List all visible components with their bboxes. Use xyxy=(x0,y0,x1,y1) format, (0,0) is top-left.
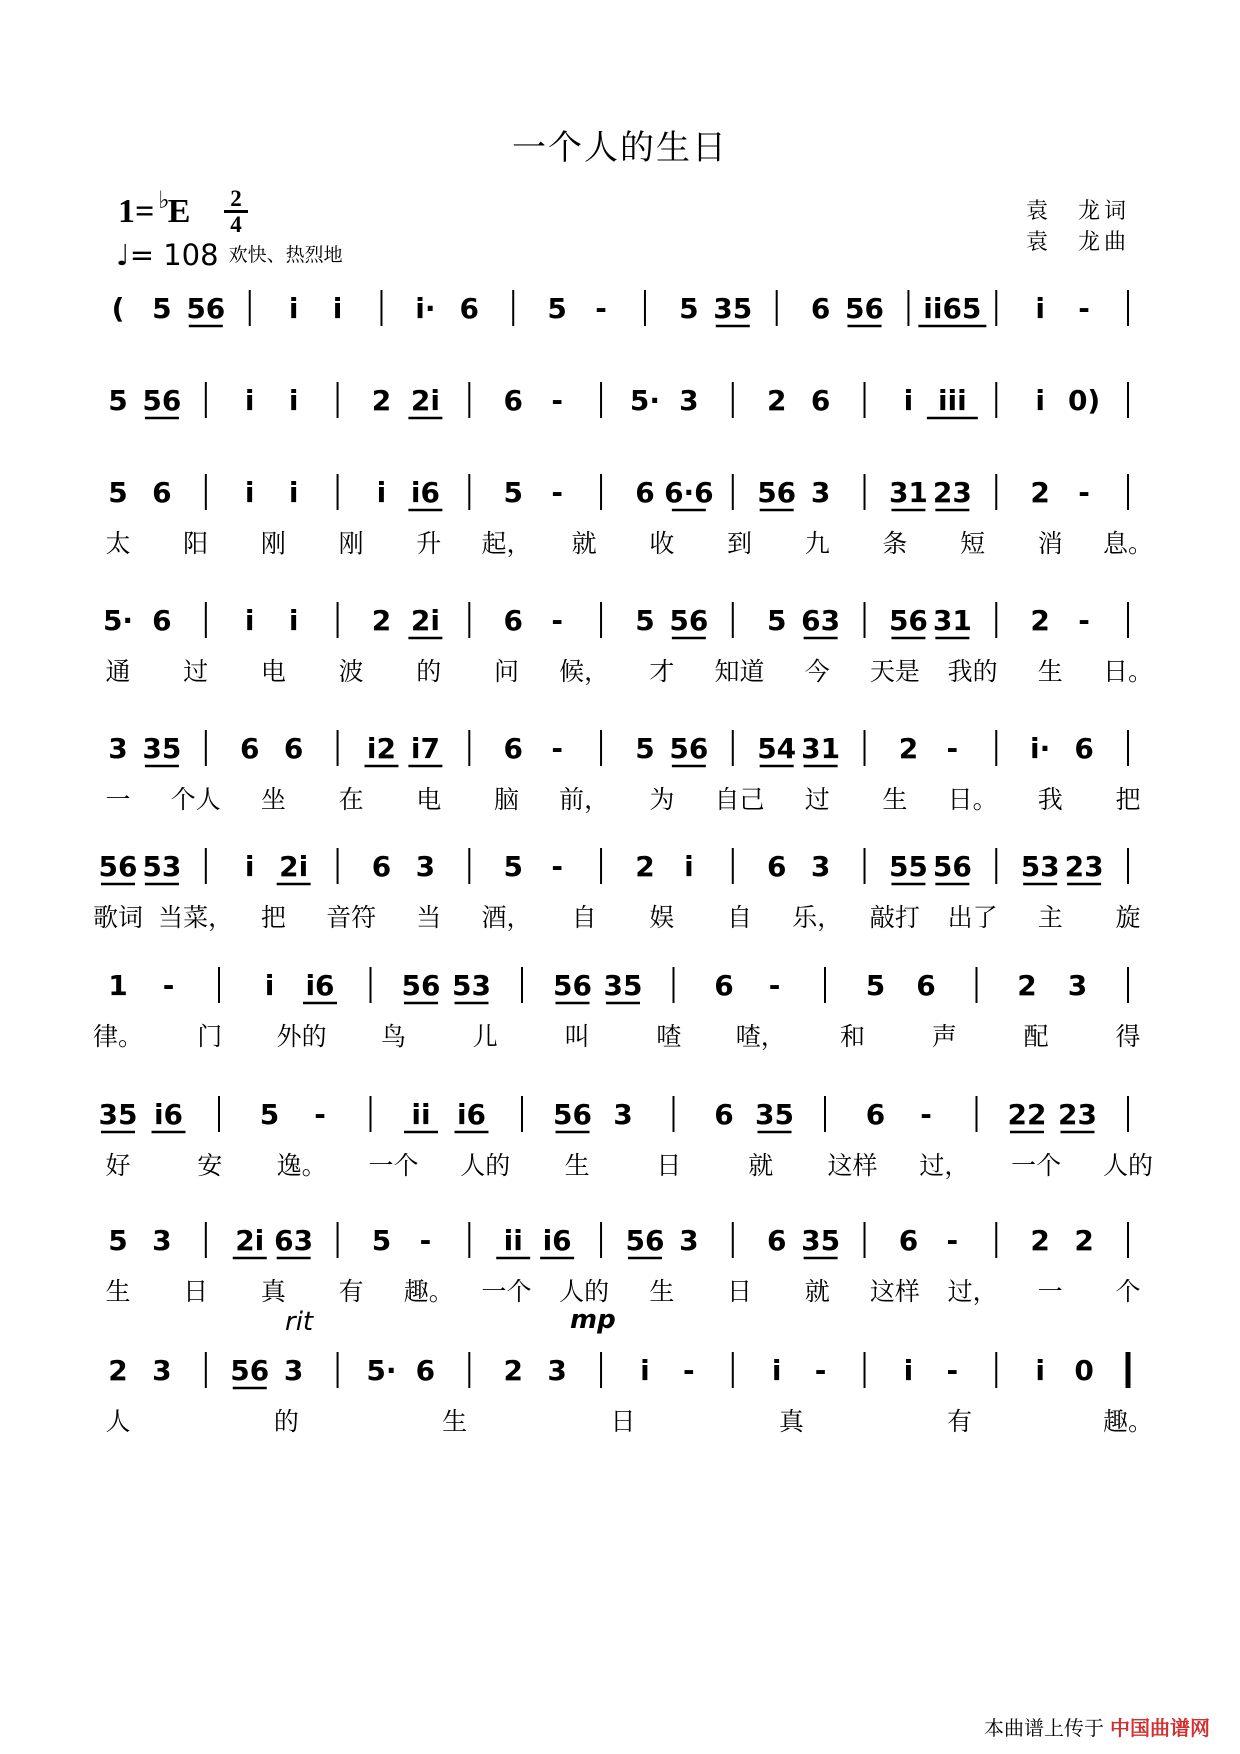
note: 6 xyxy=(503,732,523,765)
note: i xyxy=(244,476,255,509)
note: 3 xyxy=(152,1224,172,1257)
lyric-syllable: 过 xyxy=(804,785,830,814)
lyric-syllable: 日 xyxy=(610,1407,636,1436)
note: 0) xyxy=(1067,384,1101,417)
lyric-syllable: 日 xyxy=(183,1277,209,1306)
lyric-syllable: 一个 xyxy=(368,1151,419,1180)
lyric-syllable: 一 xyxy=(105,785,131,814)
lyric-syllable: 得 xyxy=(1115,1022,1141,1051)
lyric-syllable: 天是 xyxy=(869,657,920,686)
note: 6 xyxy=(714,969,734,1002)
note: 6 xyxy=(239,732,260,765)
note: 55 xyxy=(888,850,928,883)
note: 23 xyxy=(1064,850,1104,883)
lyric-syllable: 真 xyxy=(778,1407,804,1436)
lyric-syllable: 生 xyxy=(649,1277,675,1306)
note: 56 xyxy=(888,604,928,637)
note: 56 xyxy=(186,292,226,325)
note: 22 xyxy=(1007,1098,1047,1131)
lyric-syllable: 通 xyxy=(105,657,131,686)
note: 3 xyxy=(613,1098,633,1131)
note: i xyxy=(684,850,694,883)
note: - xyxy=(920,1098,932,1131)
lyric-syllable: 趣。 xyxy=(403,1277,454,1306)
note: i xyxy=(1035,384,1045,417)
note: 5 xyxy=(108,1224,128,1257)
note: 56 xyxy=(142,384,182,417)
flat-icon: ♭ xyxy=(158,188,170,214)
note: 2 xyxy=(766,384,787,417)
note: 56 xyxy=(553,969,592,1002)
mood-marking: 欢快、热烈地 xyxy=(228,244,343,266)
note: i· xyxy=(1030,732,1051,765)
lyric-syllable: 九 xyxy=(804,529,830,558)
lyric-syllable: 外的 xyxy=(276,1022,327,1051)
lyric-syllable: 到 xyxy=(727,529,753,558)
lyric-syllable: 问 xyxy=(493,657,519,686)
note: 56 xyxy=(401,969,441,1002)
note: 5· xyxy=(102,604,134,637)
lyric-syllable: 太 xyxy=(105,529,131,558)
note: 5 xyxy=(635,732,655,765)
lyric-syllable: 就 xyxy=(748,1151,774,1180)
lyric-syllable: 短 xyxy=(960,529,986,558)
lyric-syllable: 自己 xyxy=(714,785,765,814)
lyric-syllable: 日 xyxy=(727,1277,753,1306)
note: 23 xyxy=(1058,1098,1097,1131)
note: i xyxy=(903,384,914,417)
lyric-syllable: 我 xyxy=(1037,785,1063,814)
note: - xyxy=(1078,476,1090,509)
note: i xyxy=(244,604,255,637)
lyric-syllable: 律。 xyxy=(92,1022,144,1051)
lyric-syllable: 知道 xyxy=(714,657,765,686)
note: 6 xyxy=(1074,732,1094,765)
note: 6 xyxy=(714,1098,734,1131)
note: 2i xyxy=(235,1224,265,1257)
lyric-syllable: 收 xyxy=(649,529,675,558)
note: 3 xyxy=(810,476,831,509)
lyric-syllable: 有 xyxy=(947,1407,973,1436)
note: 56 xyxy=(98,850,138,883)
note: 6 xyxy=(810,384,831,417)
note: i6 xyxy=(456,1098,487,1131)
note: - xyxy=(814,1354,827,1387)
lyric-syllable: 自 xyxy=(571,903,597,932)
note: 63 xyxy=(274,1224,314,1257)
note: 5 xyxy=(259,1098,280,1131)
lyric-syllable: 就 xyxy=(804,1277,830,1306)
note: 3 xyxy=(679,1224,699,1257)
note: - xyxy=(419,1224,432,1257)
lyric-syllable: 歌词 xyxy=(92,903,144,932)
note: 5 xyxy=(503,476,523,509)
note: 5· xyxy=(629,384,661,417)
lyric-syllable: 逸。 xyxy=(276,1151,327,1180)
note: 53 xyxy=(142,850,182,883)
tempo-marking: ♩= 108 欢快、热烈地 xyxy=(116,238,343,272)
time-signature: 2 4 xyxy=(224,188,248,235)
note: 6 xyxy=(503,604,523,637)
note: i xyxy=(244,850,255,883)
site-logo: 中国曲谱网 xyxy=(1110,1716,1210,1740)
note: 2i xyxy=(279,850,309,883)
lyric-syllable: 配 xyxy=(1023,1022,1049,1051)
lyric-syllable: 才 xyxy=(649,657,675,686)
lyric-syllable: 儿 xyxy=(472,1022,498,1051)
note: - xyxy=(683,1354,695,1387)
note: 6 xyxy=(766,850,787,883)
lyric-syllable: 过， xyxy=(919,1151,970,1180)
note: 2 xyxy=(1074,1224,1094,1257)
lyric-syllable: 候， xyxy=(559,657,610,686)
lyric-syllable: 趣。 xyxy=(1102,1407,1154,1436)
lyric-syllable: 的 xyxy=(416,657,442,686)
lyric-syllable: 消 xyxy=(1037,529,1063,558)
lyric-syllable: 前， xyxy=(559,785,610,814)
lyric-syllable: 阳 xyxy=(183,529,209,558)
note: 56 xyxy=(845,292,885,325)
note: - xyxy=(946,732,959,765)
note: 54 xyxy=(757,732,797,765)
note: i6 xyxy=(153,1098,184,1131)
note: - xyxy=(595,292,607,325)
note: i xyxy=(244,384,255,417)
lyric-syllable: 和 xyxy=(840,1022,866,1051)
note: 56 xyxy=(625,1224,665,1257)
lyric-syllable: 真 xyxy=(260,1277,286,1306)
note: 2 xyxy=(898,732,919,765)
note: i xyxy=(288,292,299,325)
note: 6 xyxy=(459,292,480,325)
note: i2 xyxy=(366,732,397,765)
lyric-syllable: 安 xyxy=(197,1151,223,1180)
lyric-syllable: 门 xyxy=(197,1022,223,1051)
note: 5 xyxy=(108,384,128,417)
note: 56 xyxy=(230,1354,270,1387)
lyric-syllable: 旋 xyxy=(1115,903,1141,932)
note: 6 xyxy=(810,292,831,325)
note: 56 xyxy=(669,732,709,765)
lyric-syllable: 我的 xyxy=(947,657,998,686)
note: ii65 xyxy=(923,292,982,325)
lyric-syllable: 主 xyxy=(1037,903,1063,932)
note: 2 xyxy=(503,1354,523,1387)
lyric-syllable: 当 xyxy=(416,903,442,932)
note: 31 xyxy=(888,476,928,509)
note: i xyxy=(903,1354,914,1387)
page-title: 一个人的生日 xyxy=(512,128,728,168)
note: i6 xyxy=(410,476,440,509)
note: 5 xyxy=(635,604,655,637)
lyricist-credit: 袁 龙词 xyxy=(1025,199,1130,224)
lyric-syllable: 今 xyxy=(804,657,830,686)
lyric-syllable: 一个 xyxy=(1011,1151,1062,1180)
lyric-syllable: 一个 xyxy=(481,1277,532,1306)
lyric-syllable: 酒， xyxy=(481,903,532,932)
lyric-syllable: 有 xyxy=(338,1277,364,1306)
note: ii xyxy=(503,1224,523,1257)
note: 6 xyxy=(503,384,523,417)
note: 0 xyxy=(1074,1354,1094,1387)
lyric-syllable: 条 xyxy=(882,529,908,558)
lyric-syllable: 在 xyxy=(338,785,364,814)
note: 2i xyxy=(410,604,440,637)
lyric-syllable: 把 xyxy=(1115,785,1141,814)
lyric-syllable: 为 xyxy=(649,785,675,814)
note: 35 xyxy=(603,969,643,1002)
note: - xyxy=(551,476,563,509)
lyric-syllable: 出了 xyxy=(947,903,998,932)
note: i6 xyxy=(305,969,335,1002)
lyric-syllable: 叫 xyxy=(564,1022,590,1051)
lyric-syllable: 一 xyxy=(1037,1277,1063,1306)
note: 56 xyxy=(553,1098,592,1131)
note: i xyxy=(288,476,299,509)
note: i xyxy=(771,1354,782,1387)
note: 35 xyxy=(98,1098,138,1131)
note: 6 xyxy=(415,1354,436,1387)
note: - xyxy=(768,969,781,1002)
note: 35 xyxy=(142,732,182,765)
note: - xyxy=(1078,292,1090,325)
note: 5 xyxy=(371,1224,392,1257)
note: i xyxy=(288,384,299,417)
lyric-syllable: 电 xyxy=(260,657,286,686)
note: - xyxy=(162,969,175,1002)
note: ii xyxy=(411,1098,431,1131)
lyric-syllable: 喳， xyxy=(735,1022,786,1051)
note: i xyxy=(288,604,299,637)
note: 1 xyxy=(108,969,128,1002)
lyric-syllable: 音符 xyxy=(326,903,377,932)
note: 2i xyxy=(410,384,440,417)
composer-credit: 袁 龙曲 xyxy=(1025,230,1130,255)
note: - xyxy=(946,1224,959,1257)
note: 56 xyxy=(669,604,709,637)
lyric-syllable: 娱 xyxy=(649,903,675,932)
note: 56 xyxy=(757,476,797,509)
note: - xyxy=(551,604,563,637)
lyric-syllable: 人的 xyxy=(460,1151,511,1180)
note: 6 xyxy=(152,476,172,509)
note: 3 xyxy=(108,732,128,765)
note: 5 xyxy=(679,292,699,325)
note: i xyxy=(332,292,343,325)
note: 2 xyxy=(1017,969,1037,1002)
lyric-syllable: 当菜， xyxy=(158,903,234,932)
note: 2 xyxy=(635,850,655,883)
note: 2 xyxy=(1030,604,1050,637)
lyric-syllable: 息。 xyxy=(1102,529,1154,558)
note: - xyxy=(946,1354,959,1387)
note: 3 xyxy=(1067,969,1088,1002)
note: 6 xyxy=(635,476,655,509)
lyric-syllable: 生 xyxy=(882,785,908,814)
note: 35 xyxy=(801,1224,841,1257)
note: 2 xyxy=(371,384,392,417)
note: i6 xyxy=(542,1224,572,1257)
lyric-syllable: 日。 xyxy=(1102,657,1154,686)
note: - xyxy=(551,732,563,765)
lyric-syllable: 好 xyxy=(105,1151,131,1180)
lyric-syllable: 过， xyxy=(947,1277,998,1306)
quarter-note-icon: ♩ xyxy=(116,238,130,272)
lyric-syllable: 乐， xyxy=(792,903,843,932)
lyric-syllable: 人的 xyxy=(1102,1151,1154,1180)
note: iii xyxy=(937,384,967,417)
note: 6 xyxy=(371,850,392,883)
lyric-syllable: 喳 xyxy=(656,1022,682,1051)
note: 5 xyxy=(503,850,523,883)
note: 56 xyxy=(932,850,972,883)
lyric-syllable: 人的 xyxy=(559,1277,610,1306)
lyric-syllable: 生 xyxy=(1037,657,1063,686)
note: 6 xyxy=(916,969,936,1002)
note: 3 xyxy=(810,850,831,883)
note: i xyxy=(1035,292,1045,325)
lyric-syllable: 过 xyxy=(183,657,209,686)
lyric-syllable: 升 xyxy=(416,529,442,558)
lyric-syllable: 自 xyxy=(727,903,753,932)
lyric-syllable: 刚 xyxy=(338,529,364,558)
note: 63 xyxy=(801,604,841,637)
note: 6 xyxy=(283,732,304,765)
lyric-syllable: 生 xyxy=(564,1151,590,1180)
note: ( xyxy=(111,292,125,325)
note: 6 xyxy=(152,604,172,637)
note: i xyxy=(1035,1354,1045,1387)
lyric-syllable: 这样 xyxy=(869,1277,920,1306)
lyric-syllable: 就 xyxy=(571,529,597,558)
lyric-syllable: 个人 xyxy=(170,785,221,814)
note: 3 xyxy=(152,1354,172,1387)
note: 3 xyxy=(283,1354,304,1387)
lyric-syllable: 日。 xyxy=(947,785,998,814)
note: 5 xyxy=(865,969,886,1002)
lyric-syllable: 的 xyxy=(273,1407,299,1436)
note: 6 xyxy=(865,1098,886,1131)
note: 23 xyxy=(932,476,972,509)
lyric-syllable: 电 xyxy=(416,785,442,814)
note: 5 xyxy=(152,292,172,325)
note: - xyxy=(551,850,563,883)
lyric-syllable: 波 xyxy=(338,657,364,686)
note: 3 xyxy=(415,850,436,883)
note: 3 xyxy=(679,384,699,417)
footer-credit: 本曲谱上传于 中国曲谱网 xyxy=(984,1716,1210,1740)
note: 5 xyxy=(766,604,787,637)
note: i xyxy=(640,1354,650,1387)
lyric-syllable: 刚 xyxy=(260,529,286,558)
note: 35 xyxy=(755,1098,794,1131)
note: 2 xyxy=(371,604,392,637)
lyric-syllable: 起， xyxy=(481,529,532,558)
lyric-syllable: 生 xyxy=(105,1277,131,1306)
note: 5 xyxy=(547,292,567,325)
lyric-syllable: 脑 xyxy=(493,785,519,814)
note: 2 xyxy=(1030,476,1050,509)
note: i xyxy=(264,969,275,1002)
note: 2 xyxy=(1030,1224,1050,1257)
lyric-syllable: 敲打 xyxy=(869,903,920,932)
lyric-syllable: 这样 xyxy=(827,1151,878,1180)
note: 6 xyxy=(898,1224,919,1257)
lyric-syllable: 日 xyxy=(656,1151,682,1180)
note: - xyxy=(1078,604,1090,637)
lyric-syllable: 生 xyxy=(442,1407,468,1436)
note: 53 xyxy=(1020,850,1060,883)
note: i xyxy=(376,476,387,509)
note: - xyxy=(314,1098,326,1131)
lyric-syllable: 人 xyxy=(105,1407,131,1436)
lyric-syllable: 个 xyxy=(1115,1277,1141,1306)
dynamic-mp-mark: mp xyxy=(570,1305,616,1335)
lyric-syllable: 鸟 xyxy=(380,1022,406,1051)
note: 31 xyxy=(932,604,972,637)
note: 6·6 xyxy=(664,476,714,509)
lyric-syllable: 坐 xyxy=(260,785,286,814)
note: 53 xyxy=(452,969,491,1002)
ritardando-mark: rit xyxy=(285,1307,314,1337)
note: i· xyxy=(415,292,436,325)
key-signature: 1= ♭E xyxy=(118,188,191,230)
note: 31 xyxy=(801,732,841,765)
lyric-syllable: 把 xyxy=(260,903,286,932)
note: 2 xyxy=(108,1354,128,1387)
note: 3 xyxy=(547,1354,567,1387)
note: 6 xyxy=(766,1224,787,1257)
note: 5 xyxy=(108,476,128,509)
note: i7 xyxy=(410,732,440,765)
note: 5· xyxy=(366,1354,397,1387)
note: - xyxy=(551,384,563,417)
note: 35 xyxy=(713,292,753,325)
lyric-syllable: 声 xyxy=(931,1022,957,1051)
